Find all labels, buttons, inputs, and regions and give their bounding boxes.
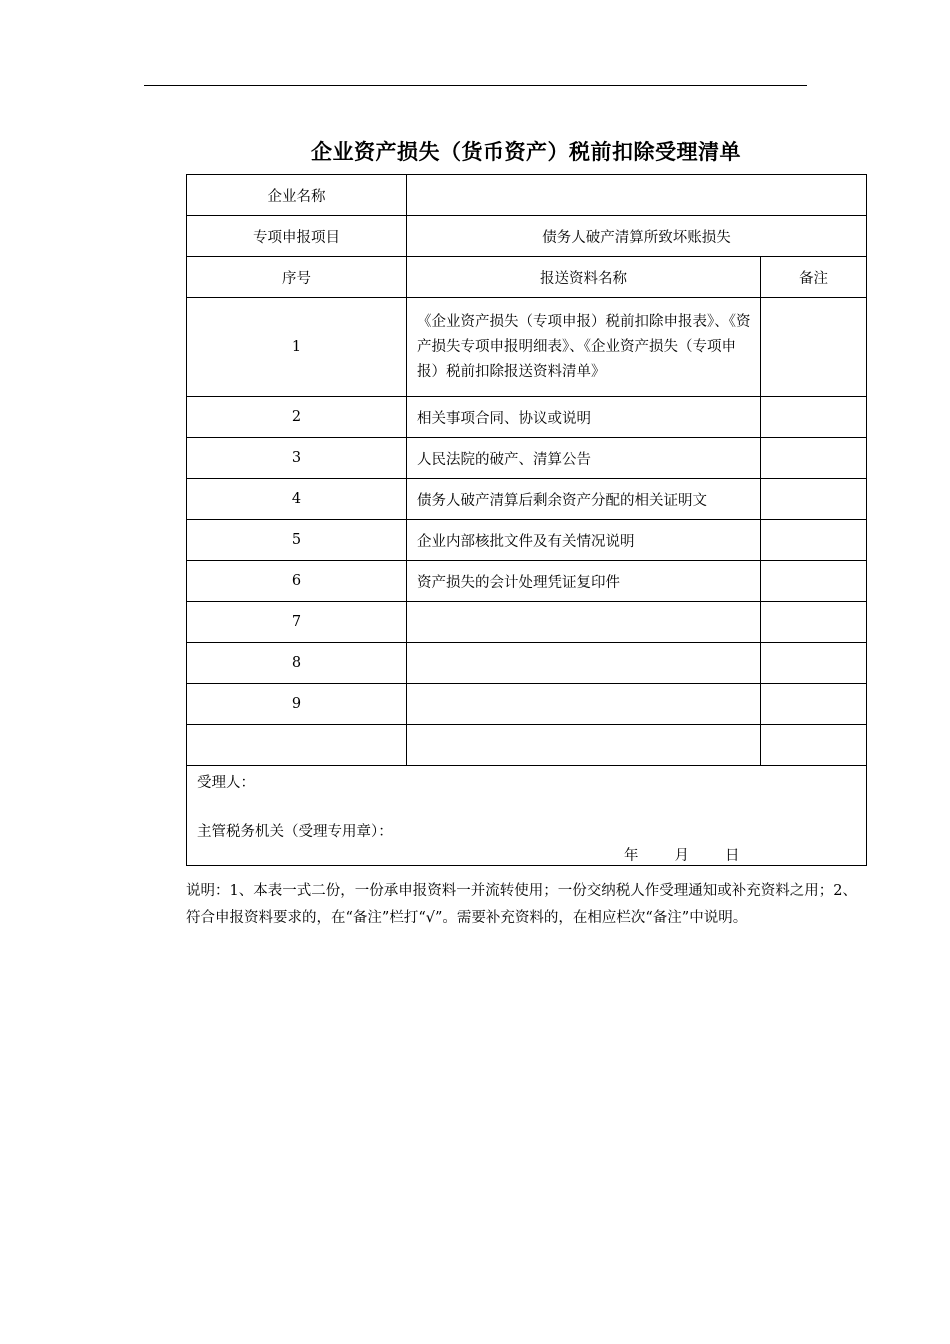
table-row xyxy=(187,561,867,602)
table-row xyxy=(187,298,867,397)
date-line xyxy=(624,844,740,865)
item-material[interactable] xyxy=(407,602,761,643)
item-seq: 8 xyxy=(187,643,407,684)
receiver-label: 受理人： xyxy=(197,775,255,791)
item-material: 人民法院的破产、清算公告 xyxy=(407,438,761,479)
project-row xyxy=(187,216,867,257)
item-remark[interactable] xyxy=(761,602,867,643)
item-seq: 2 xyxy=(187,397,407,438)
tax-authority-label: 主管税务机关（受理专用章）： xyxy=(197,824,393,840)
item-seq: 6 xyxy=(187,561,407,602)
acceptance-form-table xyxy=(186,174,867,866)
table-row xyxy=(187,643,867,684)
item-material: 相关事项合同、协议或说明 xyxy=(407,397,761,438)
project-value: 债务人破产清算所致坏账损失 xyxy=(407,216,867,257)
item-seq: 9 xyxy=(187,684,407,725)
item-remark[interactable] xyxy=(761,520,867,561)
item-remark[interactable] xyxy=(761,298,867,397)
item-remark[interactable] xyxy=(761,684,867,725)
table-row xyxy=(187,438,867,479)
table-row xyxy=(187,520,867,561)
page-title: 企业资产损失（货币资产）税前扣除受理清单 xyxy=(311,140,741,164)
company-name-value[interactable] xyxy=(407,175,867,216)
item-remark[interactable] xyxy=(761,643,867,684)
item-remark[interactable] xyxy=(761,725,867,766)
table-row xyxy=(187,684,867,725)
acceptance-footer-cell xyxy=(187,766,867,866)
table-row xyxy=(187,725,867,766)
item-material: 债务人破产清算后剩余资产分配的相关证明文 xyxy=(407,479,761,520)
item-remark[interactable] xyxy=(761,561,867,602)
item-seq: 3 xyxy=(187,438,407,479)
table-row xyxy=(187,479,867,520)
acceptance-footer-row xyxy=(187,766,867,866)
company-name-label: 企业名称 xyxy=(187,175,407,216)
date-month-label: 月 xyxy=(674,848,689,864)
column-header-material: 报送资料名称 xyxy=(407,257,761,298)
project-label: 专项申报项目 xyxy=(187,216,407,257)
table-row xyxy=(187,602,867,643)
column-header-remark: 备注 xyxy=(761,257,867,298)
item-material: 《企业资产损失（专项申报）税前扣除申报表》、《资产损失专项申报明细表》、《企业资产损失（专项申报）税前扣除报送资料清单》 xyxy=(407,298,761,397)
item-material[interactable] xyxy=(407,684,761,725)
item-seq: 5 xyxy=(187,520,407,561)
item-material[interactable] xyxy=(407,643,761,684)
item-material[interactable] xyxy=(407,725,761,766)
item-seq: 7 xyxy=(187,602,407,643)
header-rule xyxy=(144,85,807,86)
item-remark[interactable] xyxy=(761,438,867,479)
item-remark[interactable] xyxy=(761,479,867,520)
column-header-seq: 序号 xyxy=(187,257,407,298)
item-remark[interactable] xyxy=(761,397,867,438)
company-name-row xyxy=(187,175,867,216)
date-day-label: 日 xyxy=(725,848,740,864)
item-seq: 1 xyxy=(187,298,407,397)
item-material: 企业内部核批文件及有关情况说明 xyxy=(407,520,761,561)
table-row xyxy=(187,397,867,438)
item-seq xyxy=(187,725,407,766)
item-seq: 4 xyxy=(187,479,407,520)
date-year-label: 年 xyxy=(624,848,639,864)
column-header-row xyxy=(187,257,867,298)
item-material: 资产损失的会计处理凭证复印件 xyxy=(407,561,761,602)
instructions-note: 说明：1、本表一式二份，一份承申报资料一并流转使用；一份交纳税人作受理通知或补充资料之用；2、符合申报资料要求的，在“备注”栏打“√”。需要补充资料的，在相应栏次“备注”中说明。 xyxy=(186,883,857,926)
